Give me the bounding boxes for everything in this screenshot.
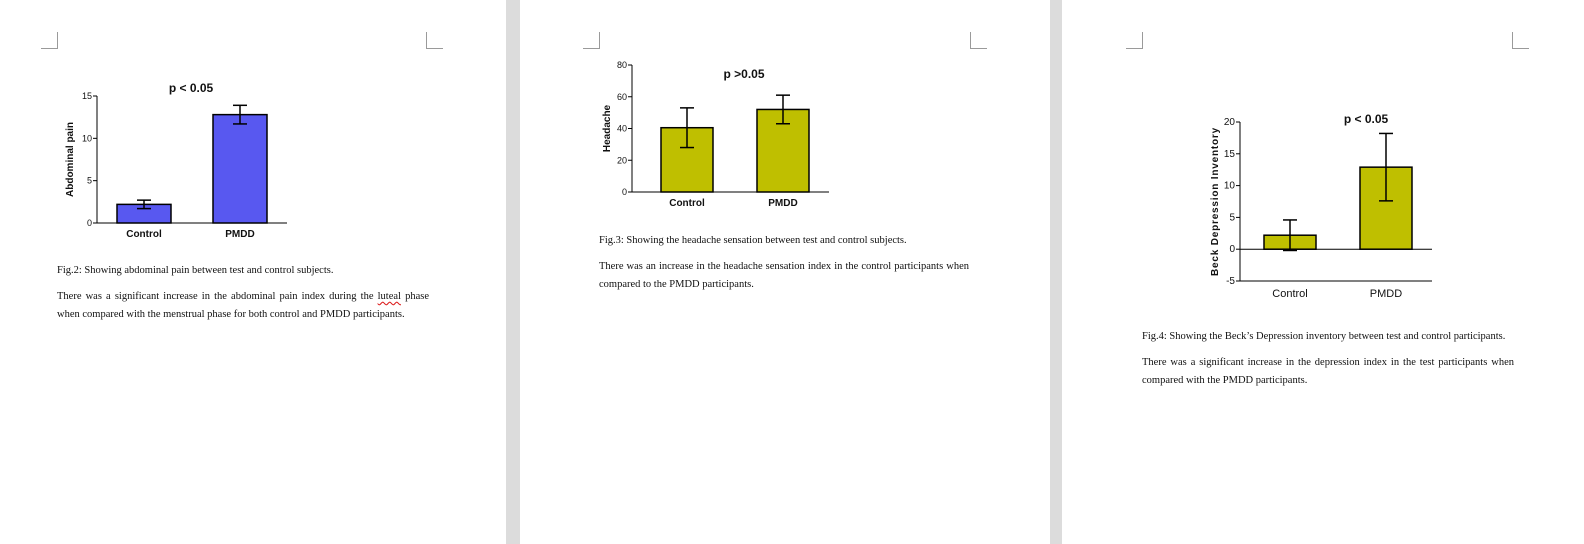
y-axis-label: Headache bbox=[602, 104, 613, 153]
y-tick-label: 15 bbox=[1223, 148, 1235, 160]
y-tick-label: 20 bbox=[1223, 117, 1235, 128]
document-page-3 bbox=[1062, 0, 1584, 544]
y-tick-label: 0 bbox=[621, 187, 627, 197]
margin-marker-top-right bbox=[970, 32, 987, 49]
y-tick-label: 60 bbox=[616, 91, 627, 102]
page-gap-1 bbox=[506, 0, 520, 544]
margin-marker-top-left bbox=[1126, 32, 1143, 49]
y-axis-label: Beck Depression Inventory bbox=[1210, 127, 1221, 276]
margin-marker-top-left bbox=[41, 32, 58, 49]
figure-caption: Fig.3: Showing the headache sensation between test and control subjects. bbox=[599, 235, 907, 246]
spellcheck-flagged-word[interactable]: luteal bbox=[377, 291, 401, 302]
y-tick-label: 40 bbox=[616, 123, 627, 134]
document-page-2 bbox=[520, 0, 1050, 544]
figure-description: There was a significant increase in the depression index in the test participants when compared with the PMDD participants. bbox=[1142, 357, 1514, 386]
figure-caption: Fig.4: Showing the Beck’s Depression inventory between test and control participants. bbox=[1142, 331, 1506, 342]
margin-marker-top-left bbox=[583, 32, 600, 49]
paragraph-text: phase when compared with the menstrual phase for both control and PMDD participants. bbox=[57, 291, 429, 320]
y-tick-label: 80 bbox=[616, 60, 627, 70]
bar-pmdd bbox=[213, 115, 267, 223]
abdominal-pain-bar-chart bbox=[55, 76, 305, 246]
figure-description bbox=[57, 288, 429, 324]
chart-title: p < 0.05 bbox=[168, 81, 214, 95]
y-tick-label: 20 bbox=[616, 155, 627, 166]
y-tick-label: 10 bbox=[81, 133, 92, 144]
margin-marker-top-right bbox=[1512, 32, 1529, 49]
y-tick-label: 0 bbox=[1229, 244, 1235, 256]
figure-description: There was an increase in the headache sensation index in the control participants when compared to the PMDD participants. bbox=[599, 261, 969, 290]
figure-caption: Fig.2: Showing abdominal pain between test and control subjects. bbox=[57, 265, 334, 276]
x-tick-label: PMDD bbox=[225, 229, 255, 240]
chart-title: p < 0.05 bbox=[1343, 112, 1389, 126]
paragraph-text: There was a significant increase in the abdominal pain index during the bbox=[57, 291, 378, 302]
y-tick-label: 0 bbox=[86, 218, 92, 228]
y-tick-label: 10 bbox=[1223, 180, 1235, 192]
margin-marker-top-right bbox=[426, 32, 443, 49]
x-tick-label: Control bbox=[1272, 288, 1308, 300]
y-tick-label: 5 bbox=[86, 175, 92, 186]
x-tick-label: Control bbox=[126, 229, 162, 240]
document-page-1 bbox=[0, 0, 506, 544]
x-tick-label: PMDD bbox=[1369, 288, 1403, 300]
y-axis-label: Abdominal pain bbox=[65, 122, 76, 197]
headache-bar-chart bbox=[602, 56, 852, 216]
y-tick-label: 5 bbox=[1229, 212, 1235, 224]
x-tick-label: PMDD bbox=[768, 198, 798, 209]
beck-depression-bar-chart bbox=[1204, 106, 1444, 306]
x-tick-label: Control bbox=[669, 198, 705, 209]
chart-title: p >0.05 bbox=[723, 67, 765, 81]
y-tick-label: 15 bbox=[81, 91, 92, 101]
y-tick-label: -5 bbox=[1226, 276, 1235, 287]
page-gap-2 bbox=[1050, 0, 1062, 544]
